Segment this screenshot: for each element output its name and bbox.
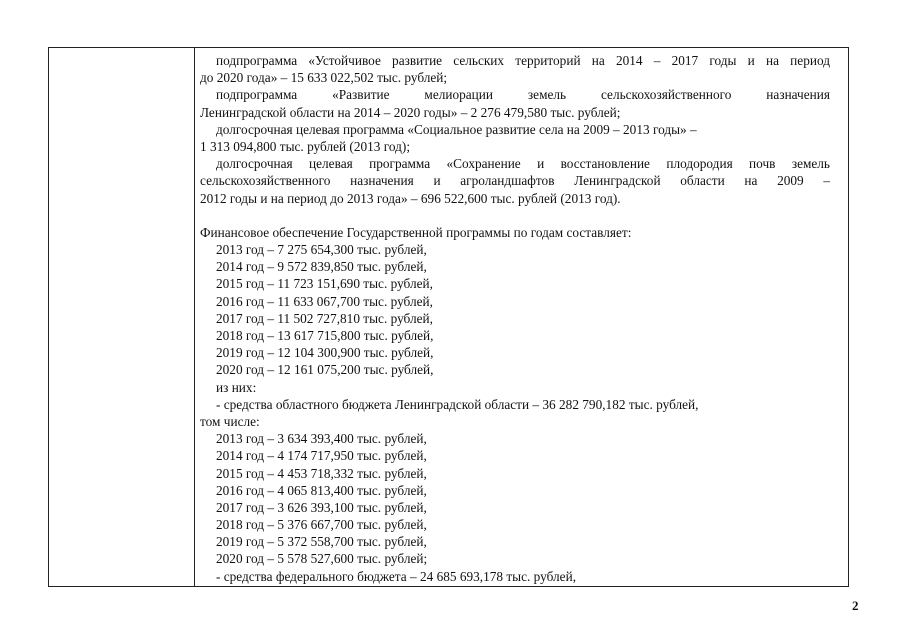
text-line: 2020 год – 12 161 075,200 тыс. рублей, xyxy=(216,362,434,378)
text-line: 2016 год – 11 633 067,700 тыс. рублей, xyxy=(216,293,433,309)
table-content-cell xyxy=(200,52,830,585)
text-line: 2020 год – 5 578 527,600 тыс. рублей; xyxy=(216,551,428,567)
text-line: 2012 годы и на период до 2013 года» – 696 522,600 тыс. рублей (2013 год). xyxy=(200,190,621,206)
text-line: 2018 год – 5 376 667,700 тыс. рублей, xyxy=(216,517,427,533)
text-line: 2019 год – 5 372 558,700 тыс. рублей, xyxy=(216,534,427,550)
text-line: 2018 год – 13 617 715,800 тыс. рублей, xyxy=(216,328,434,343)
text-line: 2015 год – 4 453 718,332 тыс. рублей, xyxy=(216,465,427,481)
text-line: - средства областного бюджета Ленинградской области – 36 282 790,182 тыс. рублей, xyxy=(216,396,699,412)
text-line: - средства федерального бюджета – 24 685 693,178 тыс. рублей, xyxy=(216,568,577,584)
text-line: из них: xyxy=(216,379,257,395)
blank-line xyxy=(200,207,830,224)
text-line: 2013 год – 7 275 654,300 тыс. рублей, xyxy=(216,242,427,258)
page-number: 2 xyxy=(852,598,859,613)
text-line: 2017 год – 11 502 727,810 тыс. рублей, xyxy=(216,310,433,326)
text-line: долгосрочная целевая программа «Социальное развитие села на 2009 – 2013 годы» – xyxy=(216,121,697,137)
text-line: 2014 год – 4 174 717,950 тыс. рублей, xyxy=(216,448,427,464)
text-line: Финансовое обеспечение Государственной программы по годам составляет: xyxy=(200,224,632,240)
text-line: подпрограмма «Устойчивое развитие сельских территорий на 2014 – 2017 годы и на период xyxy=(216,53,830,68)
document-table xyxy=(48,47,849,587)
text-line: до 2020 года» – 15 633 022,502 тыс. рублей; xyxy=(200,70,448,86)
text-line: 2014 год – 9 572 839,850 тыс. рублей, xyxy=(216,259,427,275)
text-line: 2013 год – 3 634 393,400 тыс. рублей, xyxy=(216,431,427,447)
text-line: долгосрочная целевая программа «Сохранение и восстановление плодородия почв земель xyxy=(216,156,830,172)
text-line: 2015 год – 11 723 151,690 тыс. рублей, xyxy=(216,276,433,292)
text-line: том числе: xyxy=(200,413,260,429)
text-line: 2016 год – 4 065 813,400 тыс. рублей, xyxy=(216,482,427,498)
text-line: подпрограмма «Развитие мелиорации земель сельскохозяйственного назначения xyxy=(216,87,830,103)
column-divider xyxy=(194,48,195,586)
table-left-cell xyxy=(49,48,194,586)
text-line: 1 313 094,800 тыс. рублей (2013 год); xyxy=(200,138,411,154)
text-line: сельскохозяйственного назначения и агроландшафтов Ленинградской области на 2009 – xyxy=(200,173,830,189)
text-line: 2019 год – 12 104 300,900 тыс. рублей, xyxy=(216,345,434,361)
text-line: 2017 год – 3 626 393,100 тыс. рублей, xyxy=(216,499,427,515)
text-line: Ленинградской области на 2014 – 2020 годы» – 2 276 479,580 тыс. рублей; xyxy=(200,104,621,120)
